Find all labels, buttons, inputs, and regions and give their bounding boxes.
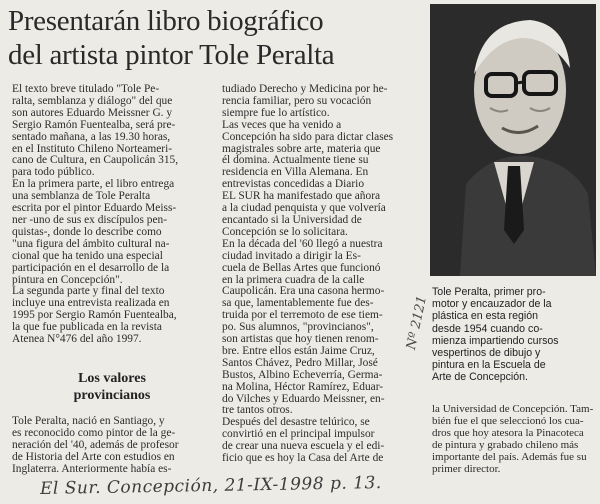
text-line: "una figura del ámbito cultural na- [12, 237, 170, 250]
text-line: Atenea N°476 del año 1997. [12, 333, 142, 346]
text-line: son artistas que hoy tienen renom- [222, 333, 379, 346]
article-column-2 [222, 84, 420, 465]
photo-caption [432, 286, 594, 384]
text-line: Concepción ha sido para dictar clases [222, 130, 394, 143]
text-line: Las veces que ha venido a [222, 118, 342, 131]
text-line: bién fue el que seleccionó los cua- [432, 414, 584, 427]
text-line: una semblanza de Tole Peralta [12, 190, 151, 203]
handwritten-stamp-number: Nº 2121 [404, 294, 431, 352]
text-line: dros que hoy atesora la Pinacoteca [432, 426, 584, 439]
subheading-line: provincianos [73, 388, 151, 403]
text-line: él domina. Actualmente tiene su [222, 154, 369, 167]
caption-line: pintura en la Escuela de [432, 359, 546, 372]
text-line: Santos Chávez, Pedro Millar, José [222, 356, 378, 369]
article-column-1-continued [12, 416, 212, 476]
text-line: cional que ha tenido una especial [12, 249, 163, 262]
text-line: sa que, lamentablemente fue des- [222, 297, 374, 310]
text-line: ralta, semblanza y diálogo" del que [12, 94, 173, 107]
text-line: de Historia del Arte con estudios en [12, 450, 175, 463]
handwritten-source-note: El Sur. Concepción, 21-IX-1998 p. 13. [39, 473, 382, 499]
caption-line: motor y encauzador de la [432, 298, 552, 311]
text-line: de pintura y grabado chileno más [432, 438, 579, 451]
text-line: la que fue publicada en la revista [12, 321, 162, 334]
portrait-photo [430, 4, 596, 276]
text-line: En la primera parte, el libro entrega [12, 178, 175, 191]
text-line: po. Sus alumnos, "provincianos", [222, 321, 374, 334]
headline-line: del artista pintor Tole Peralta [8, 39, 335, 71]
text-line: para todo público. [12, 166, 95, 179]
text-line: incluye una entrevista realizada en [12, 297, 170, 310]
text-line: sentado mañana, a las 19.30 horas, [12, 130, 171, 143]
text-line: do Vilches y Eduardo Meissner, en- [222, 392, 385, 405]
text-line: en la primera cuadra de la calle [222, 273, 365, 286]
text-line: es reconocido como pintor de la ge- [12, 426, 176, 439]
text-line: Concepción se lo solicitara. [222, 225, 348, 238]
text-line: la Universidad de Concepción. Tam- [432, 404, 594, 415]
text-line: convirtió en el principal impulsor [222, 428, 375, 441]
text-line: en el Instituto Chileno Norteameri- [12, 142, 173, 155]
text-line: entrevistas concedidas a Diario [222, 178, 365, 191]
text-line: tre tantos otros. [222, 404, 293, 417]
text-line: truida por el terremoto de ese tiem- [222, 309, 383, 322]
text-line: Caupolicán. Era una casona hermo- [222, 285, 385, 298]
text-line: tudiado Derecho y Medicina por he- [222, 84, 388, 95]
text-line: bre. Entre ellos están Jaime Cruz, [222, 344, 375, 357]
text-line: ner -uno de sus ex discípulos pen- [12, 213, 168, 226]
text-line: escrita por el pintor Eduardo Meiss- [12, 202, 177, 215]
caption-line: mienza impartiendo cursos [432, 334, 559, 347]
text-line: EL SUR ha manifestado que añora [222, 190, 381, 203]
text-line: de crear una nueva escuela y el edi- [222, 440, 385, 453]
text-line: magistrales sobre arte, materia que [222, 142, 381, 155]
text-line: Bustos, Albino Echeverría, Germa- [222, 368, 383, 381]
text-line: La segunda parte y final del texto [12, 285, 165, 298]
headline-line: Presentarán libro biográfico [8, 5, 324, 37]
text-line: participación en el desarrollo de la [12, 261, 170, 274]
text-line: quistas-, donde lo describe como [12, 225, 162, 238]
text-line: Sergio Ramón Fuentealba, será pre- [12, 118, 176, 131]
text-line: En la década del '60 llegó a nuestra [222, 237, 383, 250]
caption-line: vespertinos de dibujo y [432, 347, 541, 360]
text-line: son autores Eduardo Meissner G. y [12, 106, 173, 119]
text-line: Después del desastre telúrico, se [222, 416, 370, 429]
subheading-line: Los valores [78, 371, 146, 386]
text-line: rencia familiar, pero su vocación [222, 94, 372, 107]
text-line: encantado si la Universidad de [222, 213, 362, 226]
caption-line: Arte de Concepción. [432, 371, 528, 384]
text-line: ciudad invitado a dirigir la Es- [222, 249, 361, 262]
text-line: siempre fue lo artístico. [222, 106, 330, 119]
article-column-1 [12, 84, 212, 346]
text-line: cuela de Bellas Artes que funcionó [222, 261, 381, 274]
text-line: importante del país. Además fue su [432, 450, 587, 463]
caption-line: Tole Peralta, primer pro- [432, 286, 546, 298]
text-line: residencia en Villa Alemana. En [222, 166, 369, 179]
text-line: a la ciudad penquista y que volvería [222, 202, 386, 215]
text-line: El texto breve titulado "Tole Pe- [12, 84, 160, 95]
text-line: 1995 por Sergio Ramón Fuentealba, [12, 309, 177, 322]
article-column-3 [432, 404, 594, 475]
text-line: na Molina, Héctor Ramírez, Eduar- [222, 380, 384, 393]
text-line: Inglaterra. Anteriormente había es- [12, 462, 172, 475]
section-subheading [12, 370, 212, 404]
text-line: ficio que es hoy la Casa del Arte de [222, 452, 384, 465]
text-line: neración del '40, además de profesor [12, 438, 179, 451]
text-line: pintura en Concepción". [12, 273, 123, 286]
caption-line: desde 1954 cuando co- [432, 322, 543, 335]
text-line: Tole Peralta, nació en Santiago, y [12, 416, 165, 427]
glasses-bridge [516, 82, 524, 83]
caption-line: plástica en esta región [432, 310, 539, 323]
headline [8, 4, 408, 72]
text-line: cano de Cultura, en Caupolicán 315, [12, 154, 179, 167]
text-line: primer director. [432, 462, 501, 475]
